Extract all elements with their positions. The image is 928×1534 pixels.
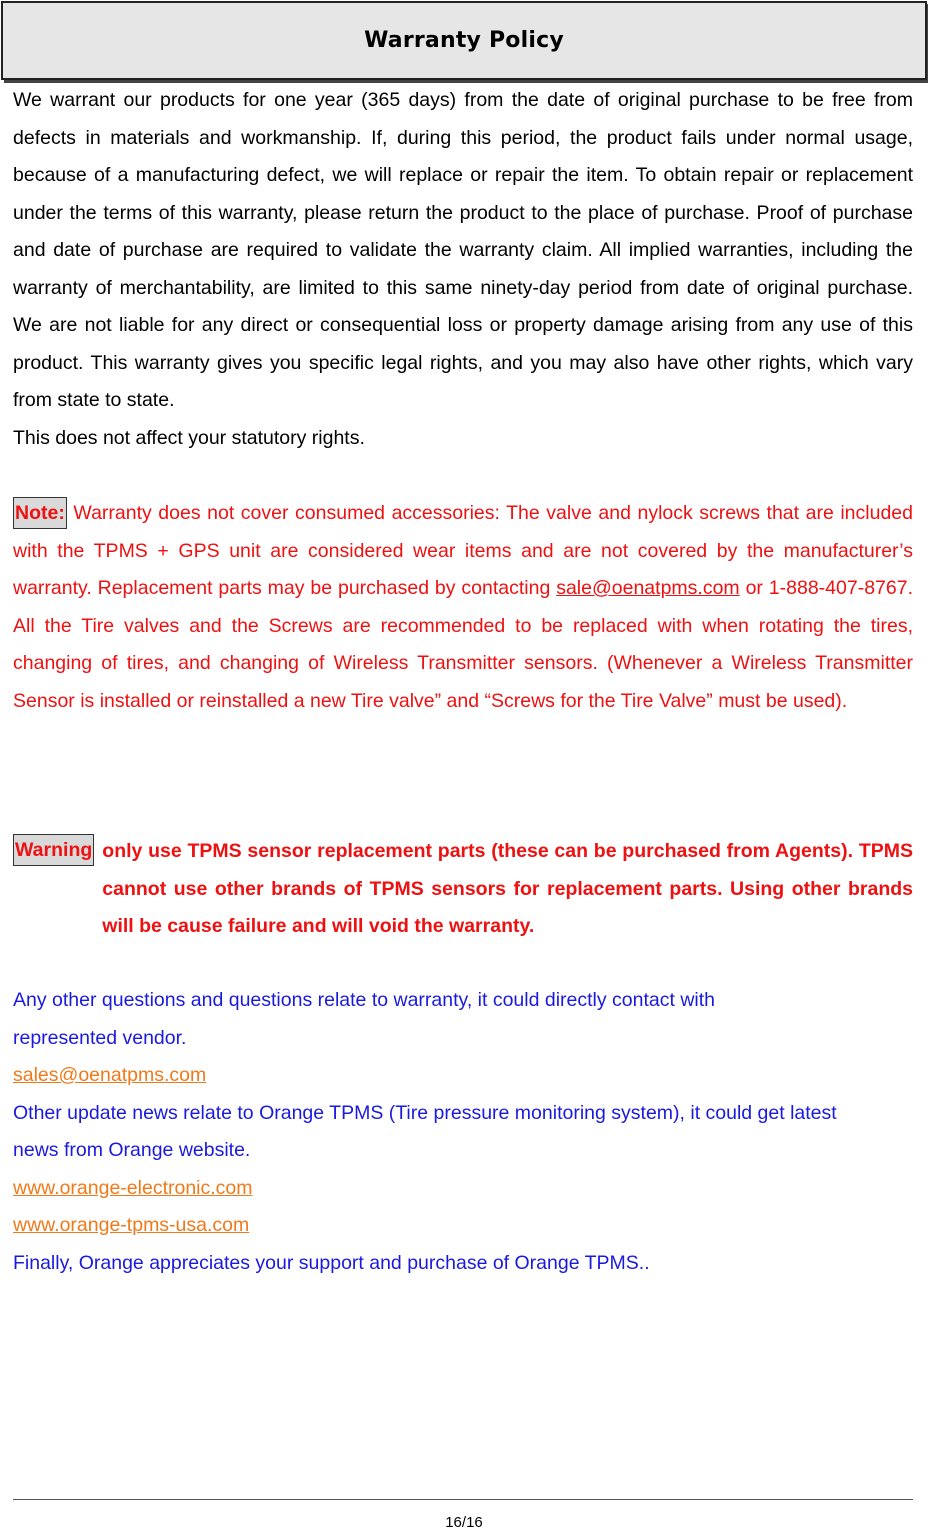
contact-section	[13, 982, 913, 1282]
news-line-2: news from Orange website.	[13, 1139, 251, 1161]
contact-line-2: represented vendor.	[13, 1026, 187, 1049]
title-bar	[1, 1, 927, 80]
contact-line-1: Any other questions and questions relate to warranty, it could directly contact with	[13, 989, 716, 1011]
note-text-after: or 1-888-407-8767. All the Tire valves and the Screws are recommended to be replaced with when rotating the tires, changing of tires, and changing of Wireless Transmitter sensors. (Whenever a Wireless Transmitter Sensor is installed or reinstalled a new Tire valve” and “Screws for the Tire Valve” must be used).	[13, 577, 913, 712]
warning-section	[13, 834, 913, 946]
page-title: Warranty Policy	[364, 28, 564, 53]
note-email-link[interactable]: sale@oenatpms.com	[556, 577, 740, 599]
news-line-1: Other update news relate to Orange TPMS (Tire pressure monitoring system), it could get latest	[13, 1101, 837, 1124]
footer-divider	[13, 1499, 913, 1500]
contact-email-link[interactable]: sales@oenatpms.com	[13, 1064, 207, 1086]
closing-line: Finally, Orange appreciates your support and purchase of Orange TPMS..	[13, 1251, 650, 1274]
statutory-line: This does not affect your statutory rights.	[13, 427, 365, 449]
page-number: 16/16	[445, 1514, 483, 1531]
note-text-before: Warranty does not cover consumed accessories: The valve and nylock screws that are included with the TPMS + GPS unit are considered wear items and are not covered by the manufacturer’s warranty. Replacement parts may be purchased by contacting	[13, 502, 913, 599]
warranty-paragraph: We warrant our products for one year (365 days) from the date of original purchase to be free from defects in materials and workmanship. If, during this period, the product fails under normal usage, because of a manufacturing defect, we will replace or repair the item. To obtain repair or replacement under the terms of this warranty, please return the product to the place of purchase. Proof of purchase and date of purchase are required to validate the warranty claim. All implied warranties, including the warranty of merchantability, are limited to this same ninety-day period from date of original purchase. We are not liable for any direct or consequential loss or property damage arising from any use of this product. This warranty gives you specific legal rights, and you may also have other rights, which vary from state to state.	[13, 89, 913, 411]
warning-text: only use TPMS sensor replacement parts (these can be purchased from Agents). TPMS cannot use other brands of TPMS sensors for replacement parts. Using other brands will be cause failure and will void the warranty.	[102, 840, 913, 937]
warning-label: Warning	[13, 834, 94, 866]
website-link-electronic[interactable]: www.orange-electronic.com	[13, 1176, 253, 1199]
website-link-tpms-usa[interactable]: www.orange-tpms-usa.com	[13, 1214, 250, 1236]
note-paragraph	[13, 495, 913, 720]
note-label: Note:	[13, 497, 67, 529]
